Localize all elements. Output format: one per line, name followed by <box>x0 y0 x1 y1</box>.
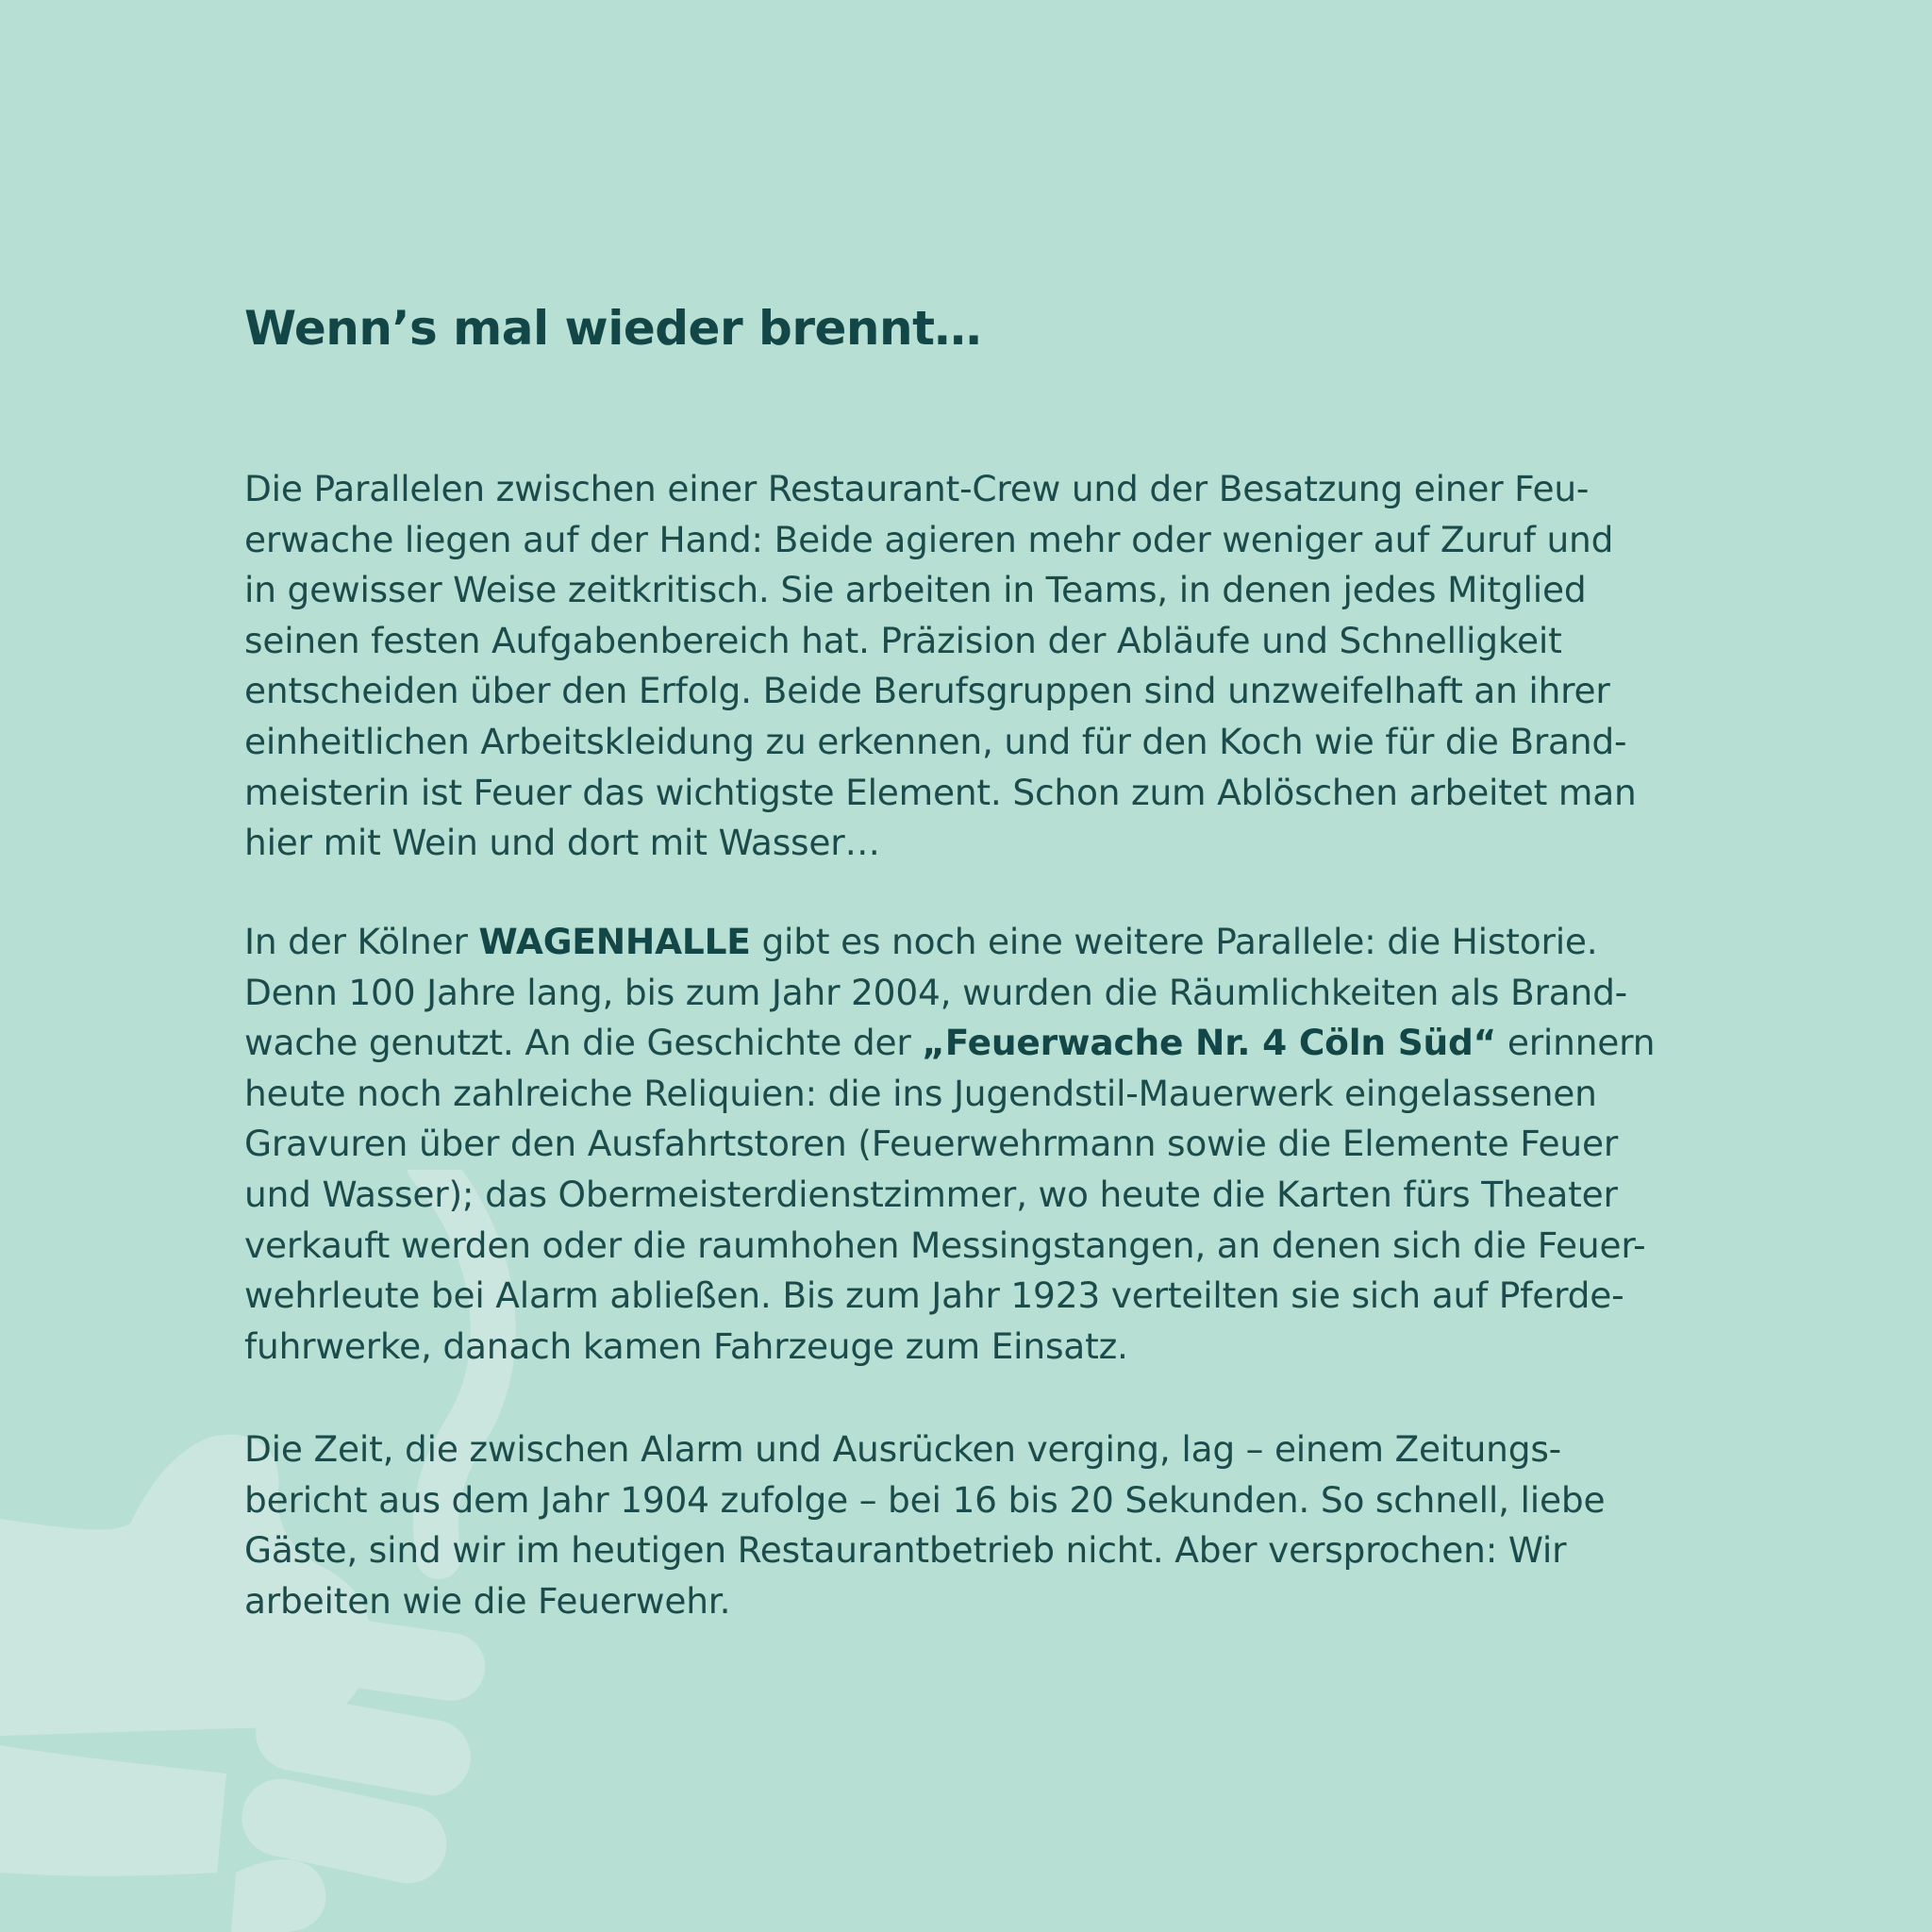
text-line: seinen festen Aufgabenbereich hat. Präzision der Abläufe und Schnelligkeit <box>244 619 1562 661</box>
text-line: wehrleute bei Alarm abließen. Bis zum Jahr 1923 verteilten sie sich auf Pferde- <box>244 1274 1624 1317</box>
text-fragment: wache genutzt. An die Geschichte der <box>244 1022 923 1064</box>
text-line: arbeiten wie die Feuerwehr. <box>244 1579 731 1622</box>
text-fragment: gibt es noch eine weitere Parallele: die Historie. <box>750 921 1598 962</box>
text-line: erwache liegen auf der Hand: Beide agieren mehr oder weniger auf Zuruf und <box>244 518 1614 560</box>
text-line: Die Zeit, die zwischen Alarm und Ausrücken verging, lag – einem Zeitungs- <box>244 1428 1562 1470</box>
paragraph-response-time <box>244 1424 1605 1626</box>
text-line: fuhrwerke, danach kamen Fahrzeuge zum Einsatz. <box>244 1324 1128 1367</box>
text-line: meisterin ist Feuer das wichtigste Element. Schon zum Ablöschen arbeitet man <box>244 771 1637 813</box>
text-line: Die Parallelen zwischen einer Restaurant-Crew und der Besatzung einer Feu- <box>244 468 1590 509</box>
text-line: in gewisser Weise zeitkritisch. Sie arbeiten in Teams, in denen jedes Mitglied <box>244 569 1587 611</box>
text-fragment: In der Kölner <box>244 921 479 962</box>
text-fragment: erinnern <box>1496 1022 1656 1064</box>
page-title: Wenn’s mal wieder brennt… <box>244 301 981 356</box>
historic-firestation-name: „Feuerwache Nr. 4 Cöln Süd“ <box>922 1022 1497 1064</box>
paragraph-history <box>244 917 1655 1372</box>
text-line: bericht aus dem Jahr 1904 zufolge – bei 16 bis 20 Sekunden. So schnell, liebe <box>244 1478 1606 1521</box>
text-line <box>244 1018 1655 1069</box>
text-line: Gravuren über den Ausfahrtstoren (Feuerwehrmann sowie die Elemente Feuer <box>244 1123 1619 1165</box>
venue-name: WAGENHALLE <box>478 921 751 962</box>
text-line: entscheiden über den Erfolg. Beide Berufsgruppen sind unzweifelhaft an ihrer <box>244 670 1610 712</box>
text-line: verkauft werden oder die raumhohen Messingstangen, an denen sich die Feuer- <box>244 1224 1646 1266</box>
text-line <box>244 917 1655 968</box>
text-line: heute noch zahlreiche Reliquien: die ins Jugendstil-Mauerwerk eingelassenen <box>244 1072 1597 1114</box>
text-line: hier mit Wein und dort mit Wasser… <box>244 822 880 864</box>
text-line: Gäste, sind wir im heutigen Restaurantbetrieb nicht. Aber versprochen: Wir <box>244 1529 1567 1572</box>
text-line: einheitlichen Arbeitskleidung zu erkennen, und für den Koch wie für die Brand- <box>244 720 1627 762</box>
text-line: Denn 100 Jahre lang, bis zum Jahr 2004, wurden die Räumlichkeiten als Brand- <box>244 971 1628 1013</box>
text-line: und Wasser); das Obermeisterdienstzimmer, wo heute die Karten fürs Theater <box>244 1173 1618 1215</box>
paragraph-parallels <box>244 464 1637 869</box>
